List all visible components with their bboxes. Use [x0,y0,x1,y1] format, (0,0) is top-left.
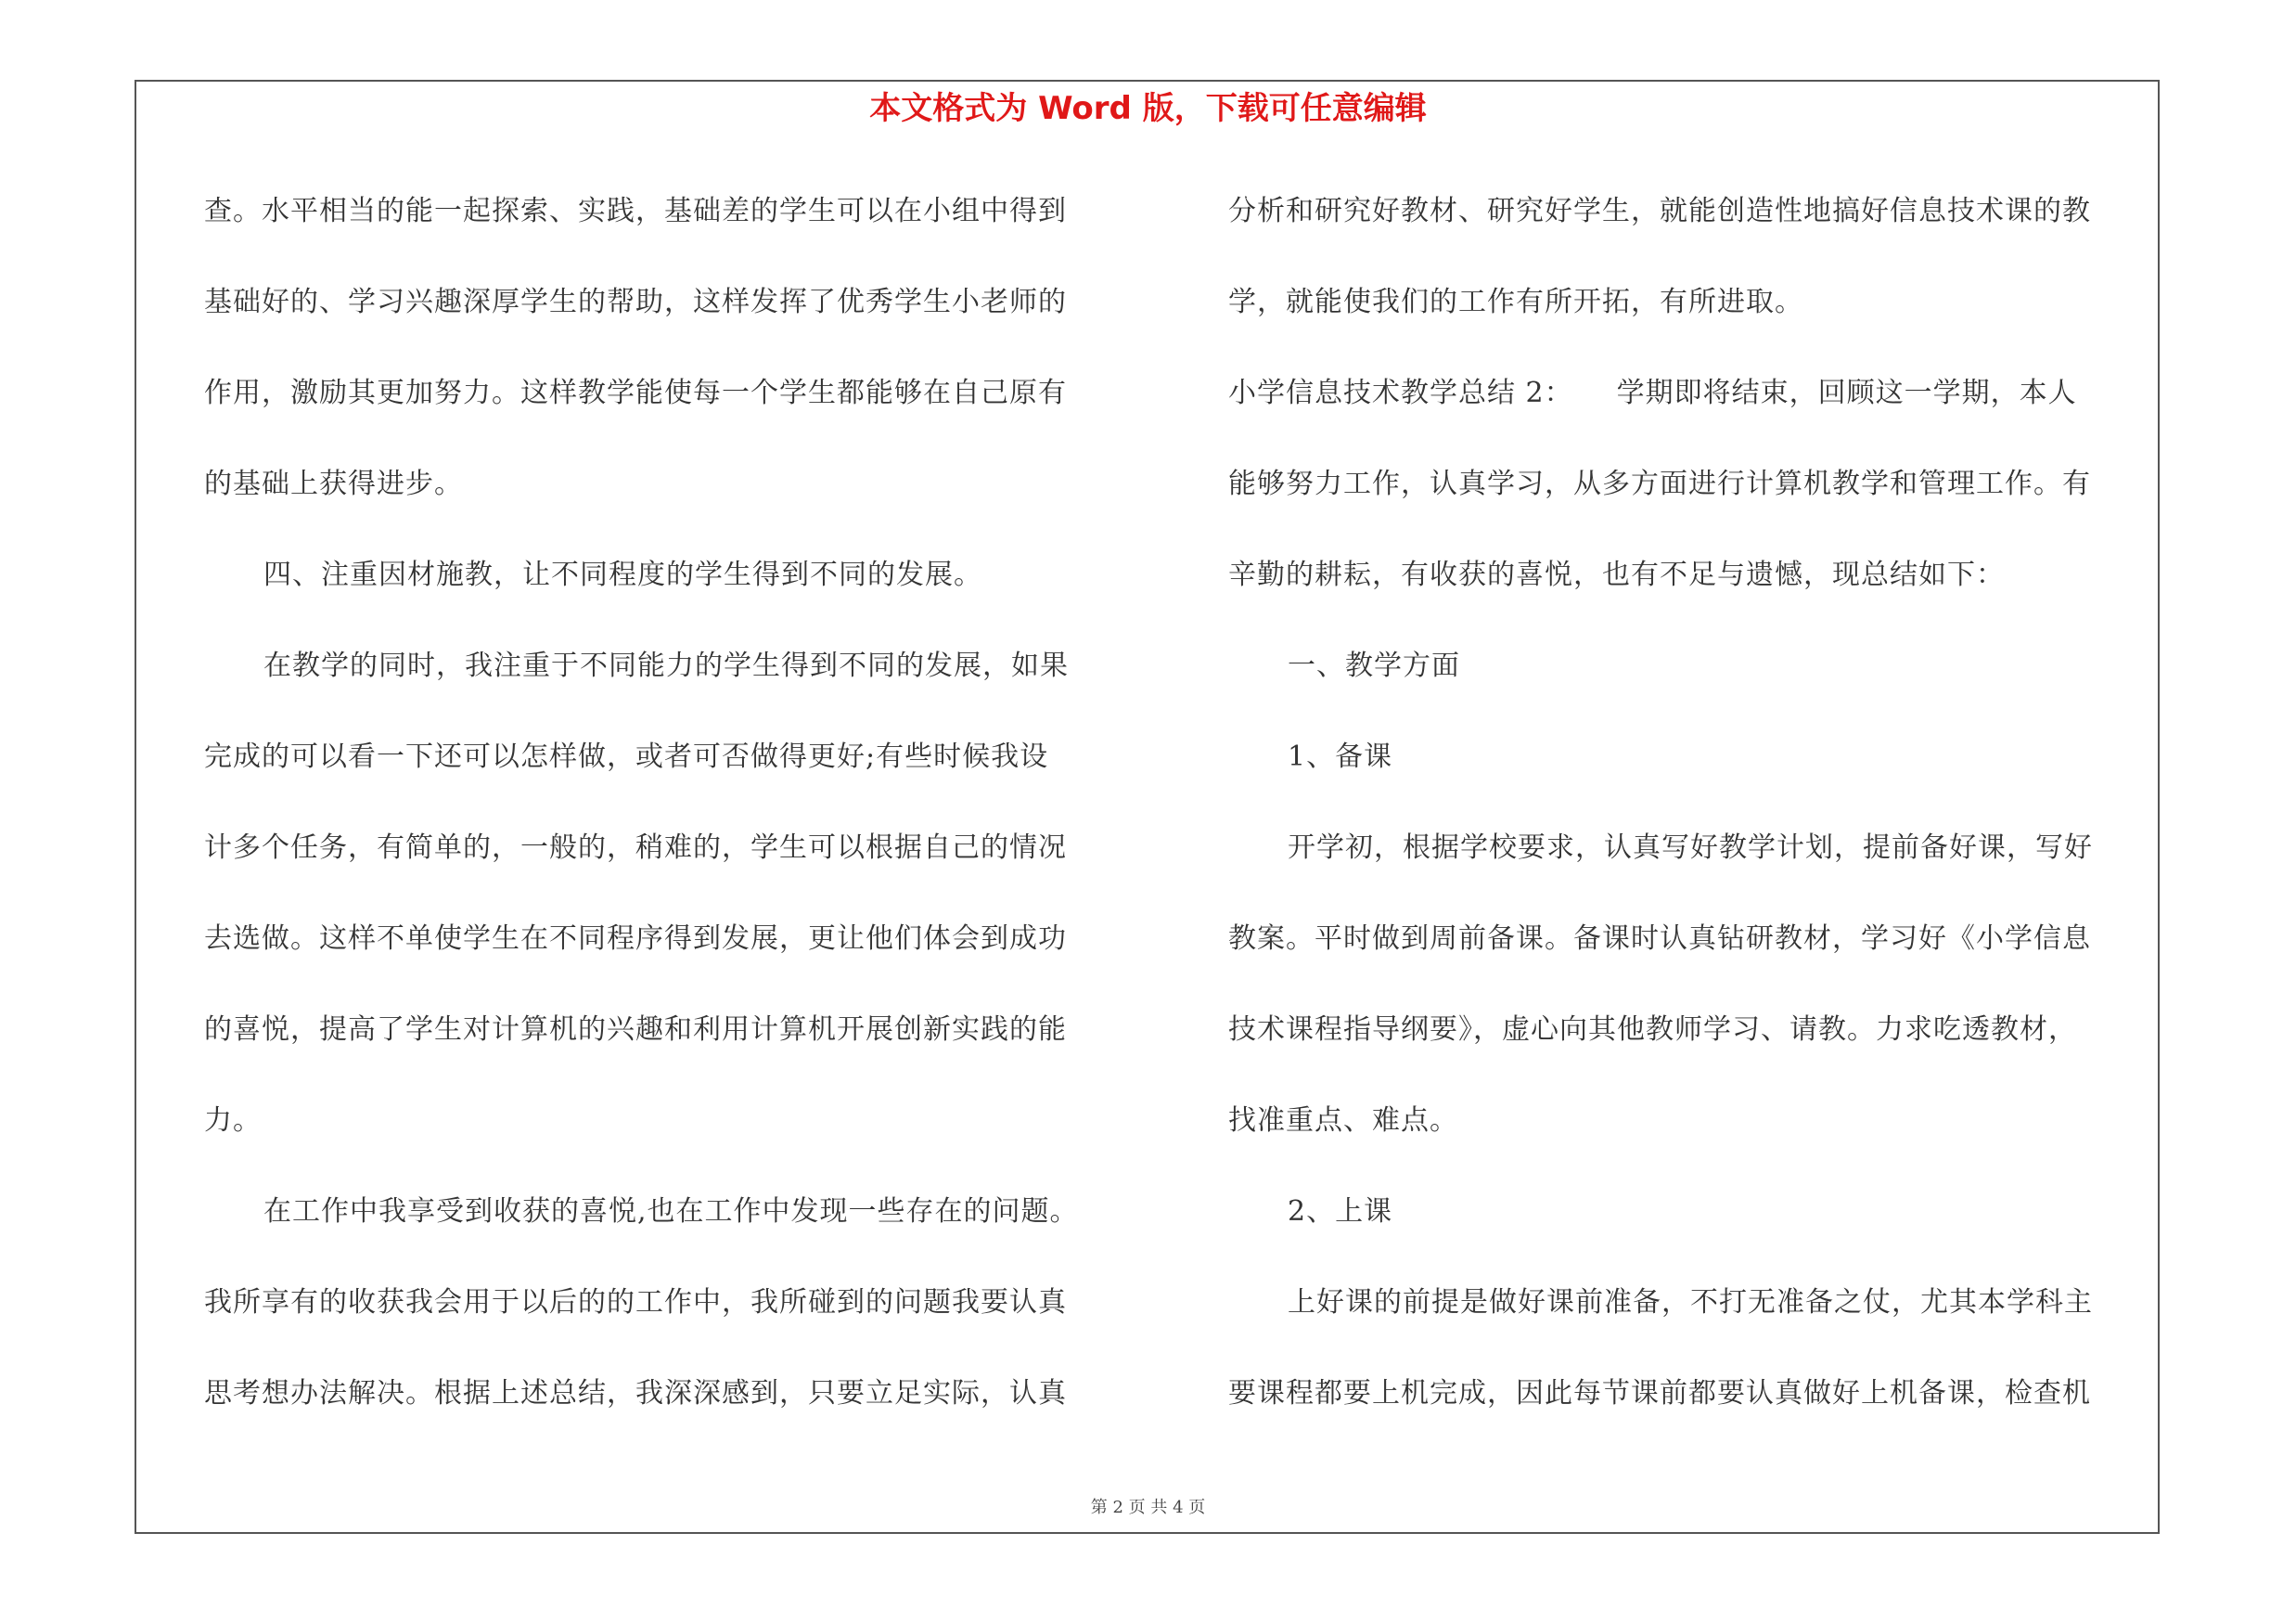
text-line: 分析和研究好教材、研究好学生，就能创造性地搞好信息技术课的教 [1228,195,2091,227]
text-line: 辛勤的耕耘，有收获的喜悦，也有不足与遗憾，现总结如下： [1228,559,2005,591]
page-number: 第 2 页 共 4 页 [1090,1498,1206,1517]
text-line: 在工作中我享受到收获的喜悦,也在工作中发现一些存在的问题。 [263,1195,1079,1228]
text-line: 上好课的前提是做好课前准备，不打无准备之仗，尤其本学科主 [1288,1286,2093,1319]
left-text-column [204,184,1146,1457]
text-line: 力。 [204,1104,262,1137]
section-heading: 四、注重因材施教，让不同程度的学生得到不同的发展。 [263,559,982,591]
text-line: 作用，激励其更加努力。这样教学能使每一个学生都能够在自己原有 [204,377,1067,409]
text-line: 的喜悦，提高了学生对计算机的兴趣和利用计算机开展创新实践的能 [204,1013,1067,1046]
text-line: 找准重点、难点。 [1228,1104,1458,1137]
right-text-column [1228,184,2165,1457]
text-line: 查。水平相当的能一起探索、实践，基础差的学生可以在小组中得到 [204,195,1067,227]
word-format-banner: 本文格式为 Word 版，下载可任意编辑 [869,90,1427,127]
section-heading: 一、教学方面 [1288,650,1460,682]
subsection-heading: 2、上课 [1288,1195,1393,1228]
text-line: 在教学的同时，我注重于不同能力的学生得到不同的发展，如果 [263,650,1069,682]
text-line: 的基础上获得进步。 [204,468,463,500]
text-line: 学，就能使我们的工作有所开拓，有所进取。 [1228,286,1803,318]
text-line: 基础好的、学习兴趣深厚学生的帮助，这样发挥了优秀学生小老师的 [204,286,1067,318]
subsection-heading: 1、备课 [1288,741,1393,773]
text-line: 要课程都要上机完成，因此每节课前都要认真做好上机备课，检查机 [1228,1377,2091,1410]
text-line: 能够努力工作，认真学习，从多方面进行计算机教学和管理工作。有 [1228,468,2091,500]
text-line: 完成的可以看一下还可以怎样做，或者可否做得更好;有些时候我设 [204,741,1049,773]
text-line: 我所享有的收获我会用于以后的的工作中，我所碰到的问题我要认真 [204,1286,1067,1319]
text-line: 教案。平时做到周前备课。备课时认真钻研教材，学习好《小学信息 [1228,922,2091,955]
text-line: 去选做。这样不单使学生在不同程序得到发展，更让他们体会到成功 [204,922,1067,955]
text-line: 技术课程指导纲要》，虚心向其他教师学习、请教。力求吃透教材， [1228,1013,2077,1046]
summary-title-line: 小学信息技术教学总结 2： 学期即将结束，回顾这一学期，本人 [1228,377,2077,409]
text-line: 计多个任务，有简单的，一般的，稍难的，学生可以根据自己的情况 [204,831,1067,864]
text-line: 开学初，根据学校要求，认真写好教学计划，提前备好课，写好 [1288,831,2093,864]
text-line: 思考想办法解决。根据上述总结，我深深感到，只要立足实际，认真 [204,1377,1067,1410]
